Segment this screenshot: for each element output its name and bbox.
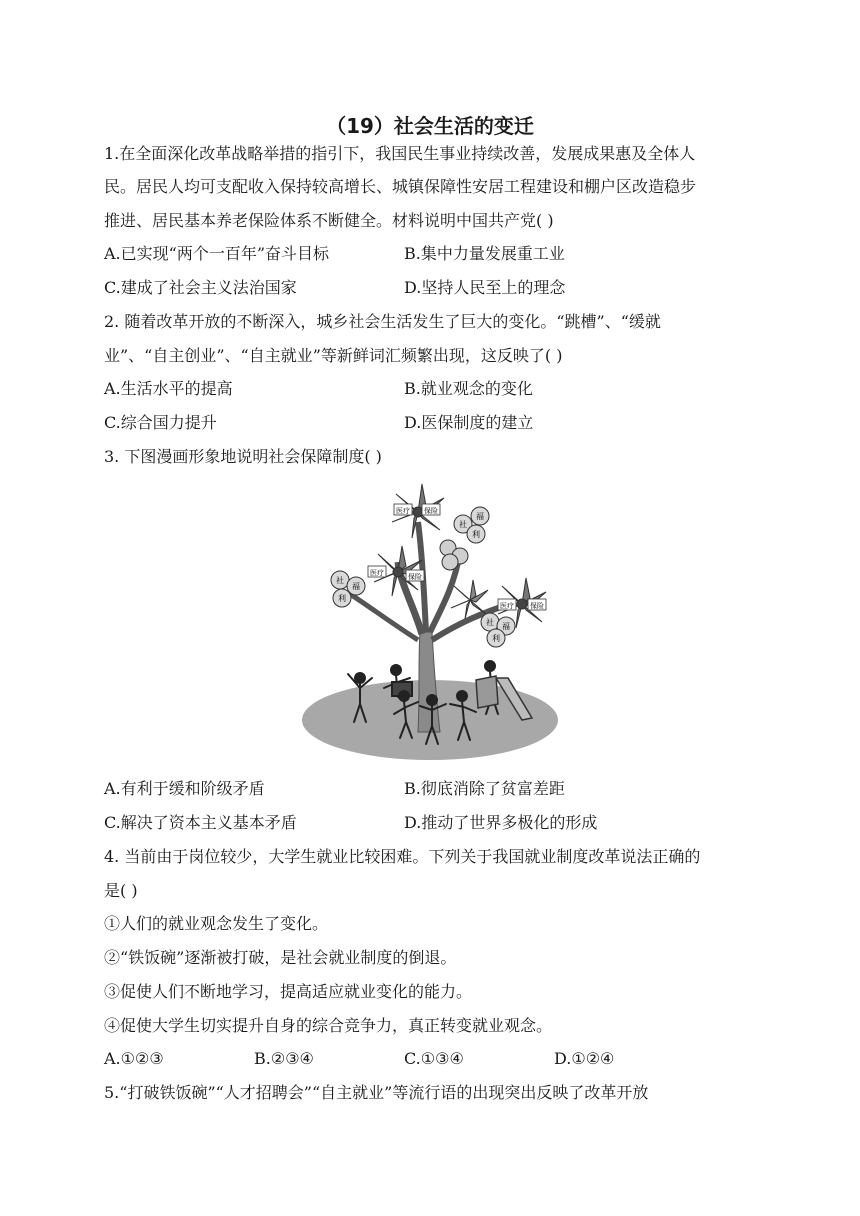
q1-stem-line-1: 1.在全面深化改革战略举措的指引下，我国民生事业持续改善，发展成果惠及全体人: [104, 144, 696, 163]
q1-option-a: A.已实现“两个一百年”奋斗目标: [104, 244, 330, 263]
sign-insurance-right: 保险: [530, 602, 544, 610]
page-title: （19）社会生活的变迁: [326, 114, 534, 138]
q1-option-d: D.坚持人民至上的理念: [404, 278, 566, 297]
q3-stem-line-1: 3. 下图漫画形象地说明社会保障制度( ): [104, 447, 382, 466]
welfare-left-she: 社: [336, 576, 344, 585]
q3-option-b: B.彻底消除了贫富差距: [404, 779, 565, 798]
q3-option-c: C.解决了资本主义基本矛盾: [104, 813, 297, 832]
q1-stem-line-2: 民。居民人均可支配收入保持较高增长、城镇保障性安居工程建设和棚户区改造稳步: [104, 177, 697, 196]
sign-medical-top: 医疗: [396, 507, 410, 515]
welfare-left-fu: 福: [352, 582, 360, 591]
flower-left: [368, 546, 424, 596]
welfare-right-fu: 福: [502, 622, 510, 631]
q4-statement-2: ②“铁饭碗”逐渐被打破，是社会就业制度的倒退。: [104, 948, 457, 967]
q1-stem-line-3: 推进、居民基本养老保险体系不断健全。材料说明中国共产党( ): [104, 211, 554, 230]
q2-option-c: C.综合国力提升: [104, 413, 217, 432]
welfare-right-she: 社: [486, 618, 494, 627]
q2-option-d: D.医保制度的建立: [404, 413, 534, 432]
sign-insurance-left: 保险: [408, 573, 422, 581]
q4-option-a: A.①②③: [104, 1049, 164, 1068]
q4-option-d: D.①②④: [554, 1049, 615, 1068]
q4-option-b: B.②③④: [254, 1049, 314, 1068]
q4-option-c: C.①③④: [404, 1049, 464, 1068]
q4-stem-line-1: 4. 当前由于岗位较少，大学生就业比较困难。下列关于我国就业制度改革说法正确的: [104, 847, 701, 866]
sign-medical-left: 医疗: [370, 569, 384, 577]
welfare-top-fu: 福: [476, 512, 484, 521]
sign-insurance-top: 保险: [424, 507, 438, 515]
q1-option-b: B.集中力量发展重工业: [404, 244, 565, 263]
q4-statement-1: ①人们的就业观念发生了变化。: [104, 914, 329, 933]
welfare-right-li: 利: [492, 634, 500, 643]
q2-option-a: A.生活水平的提高: [104, 379, 233, 398]
q1-option-c: C.建成了社会主义法治国家: [104, 278, 297, 297]
q4-statement-4: ④促使大学生切实提升自身的综合竞争力，真正转变就业观念。: [104, 1016, 553, 1035]
q4-statement-3: ③促使人们不断地学习，提高适应就业变化的能力。: [104, 982, 473, 1001]
q3-option-a: A.有利于缓和阶级矛盾: [104, 779, 265, 798]
q2-stem-line-2: 业”、“自主创业”、“自主就业”等新鲜词汇频繁出现，这反映了( ): [104, 346, 563, 365]
welfare-cluster-middle: [440, 540, 468, 570]
q2-stem-line-1: 2. 随着改革开放的不断深入，城乡社会生活发生了巨大的变化。“跳槽”、“缓就: [104, 312, 661, 331]
sign-medical-right: 医疗: [500, 602, 514, 610]
cartoon-figure: [300, 482, 560, 764]
welfare-top-li: 利: [472, 530, 480, 539]
q5-stem-line-1: 5.“打破铁饭碗”“人才招聘会”“自主就业”等流行语的出现突出反映了改革开放: [104, 1083, 649, 1102]
q4-stem-line-2: 是( ): [104, 881, 138, 900]
q2-option-b: B.就业观念的变化: [404, 379, 533, 398]
welfare-top-she: 社: [459, 520, 467, 529]
q3-option-d: D.推动了世界多极化的形成: [404, 813, 598, 832]
welfare-left-li: 利: [338, 594, 346, 603]
